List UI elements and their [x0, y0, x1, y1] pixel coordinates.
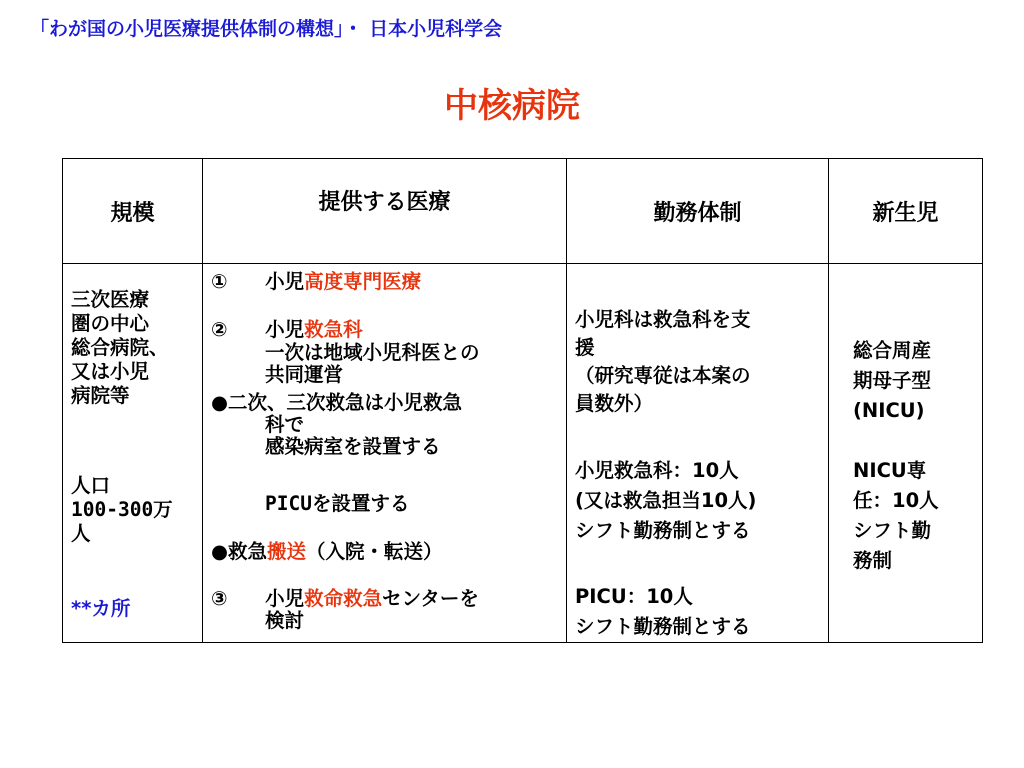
- scale-line: 病院等: [71, 384, 130, 407]
- staffing-line: (又は救急担当10人): [575, 489, 757, 512]
- care-bullet-1-line: 科で: [265, 413, 305, 436]
- care-item-2-prefix: 小児: [265, 318, 305, 341]
- care-item-1-emphasis: 高度専門医療: [304, 270, 422, 293]
- care-bullet-1: [211, 392, 462, 458]
- staffing-line: 小児科は救急科を支: [575, 308, 751, 331]
- hospital-table: [62, 158, 983, 643]
- header-care: 提供する医療: [203, 159, 567, 264]
- care-item-3-emphasis: 救命救急: [304, 587, 383, 610]
- staffing-cell: [567, 264, 829, 643]
- staffing-line: 援: [575, 336, 595, 359]
- staffing-line: シフト勤務制とする: [575, 615, 751, 638]
- care-item-3-prefix: 小児: [265, 587, 305, 610]
- care-bullet-2-emphasis: 搬送: [267, 540, 307, 563]
- staffing-line: （研究専従は本案の: [575, 364, 751, 387]
- hospital-count: **カ所: [71, 597, 131, 620]
- neonatal-cell: [829, 264, 983, 643]
- care-bullet-2-prefix: ●救急: [211, 540, 268, 563]
- scale-line: 圏の中心: [71, 312, 150, 335]
- staffing-line: 員数外）: [575, 392, 654, 415]
- neonatal-line: 期母子型: [853, 369, 932, 392]
- care-item-1: [211, 270, 421, 294]
- slide-header: 「わが国の小児医療提供体制の構想」・ 日本小児科学会: [30, 18, 503, 40]
- care-picu-line: PICUを設置する: [265, 492, 410, 515]
- care-bullet-2: [211, 540, 443, 564]
- care-bullet-2-suffix: （入院・転送）: [306, 540, 443, 563]
- care-bullet-1-line: ●二次、三次救急は小児救急: [211, 391, 463, 414]
- staffing-line: PICU：10人: [575, 585, 693, 608]
- care-item-3-line: 検討: [265, 609, 305, 632]
- care-item-3-num: ③: [211, 587, 228, 610]
- population-value: 100-300万: [71, 498, 173, 521]
- care-item-2-line: 共同運営: [265, 363, 344, 386]
- care-item-2: [211, 318, 363, 342]
- scale-cell: [63, 264, 203, 643]
- scale-line: 三次医療: [71, 288, 150, 311]
- slide-title: 中核病院: [444, 86, 580, 126]
- population-label: 人口: [71, 474, 111, 497]
- neonatal-line: シフト勤: [853, 519, 932, 542]
- care-item-3-suffix: センターを: [382, 587, 479, 610]
- care-cell: [203, 264, 567, 643]
- care-item-2-line: 一次は地域小児科医との: [265, 341, 480, 364]
- neonatal-line: 総合周産: [853, 339, 932, 362]
- care-item-2-emphasis: 救急科: [304, 318, 363, 341]
- scale-line: 又は小児: [71, 360, 150, 383]
- neonatal-line: (NICU): [853, 399, 925, 422]
- neonatal-line: NICU専: [853, 459, 927, 482]
- scale-line: 総合病院、: [71, 336, 169, 359]
- population-unit: 人: [71, 522, 91, 545]
- table-header-row: [63, 159, 983, 264]
- staffing-line: シフト勤務制とする: [575, 519, 751, 542]
- staffing-line: 小児救急科：10人: [575, 459, 739, 482]
- header-staffing: 勤務体制: [567, 159, 829, 264]
- care-item-3: [211, 588, 479, 632]
- header-neonatal: 新生児: [829, 159, 983, 264]
- care-item-2-num: ②: [211, 318, 228, 341]
- header-scale: 規模: [63, 159, 203, 264]
- table-row: [63, 264, 983, 643]
- neonatal-line: 任：10人: [853, 489, 939, 512]
- care-item-1-prefix: 小児: [265, 270, 305, 293]
- care-bullet-1-line: 感染病室を設置する: [265, 435, 441, 458]
- neonatal-line: 務制: [853, 549, 893, 572]
- care-item-1-num: ①: [211, 270, 228, 293]
